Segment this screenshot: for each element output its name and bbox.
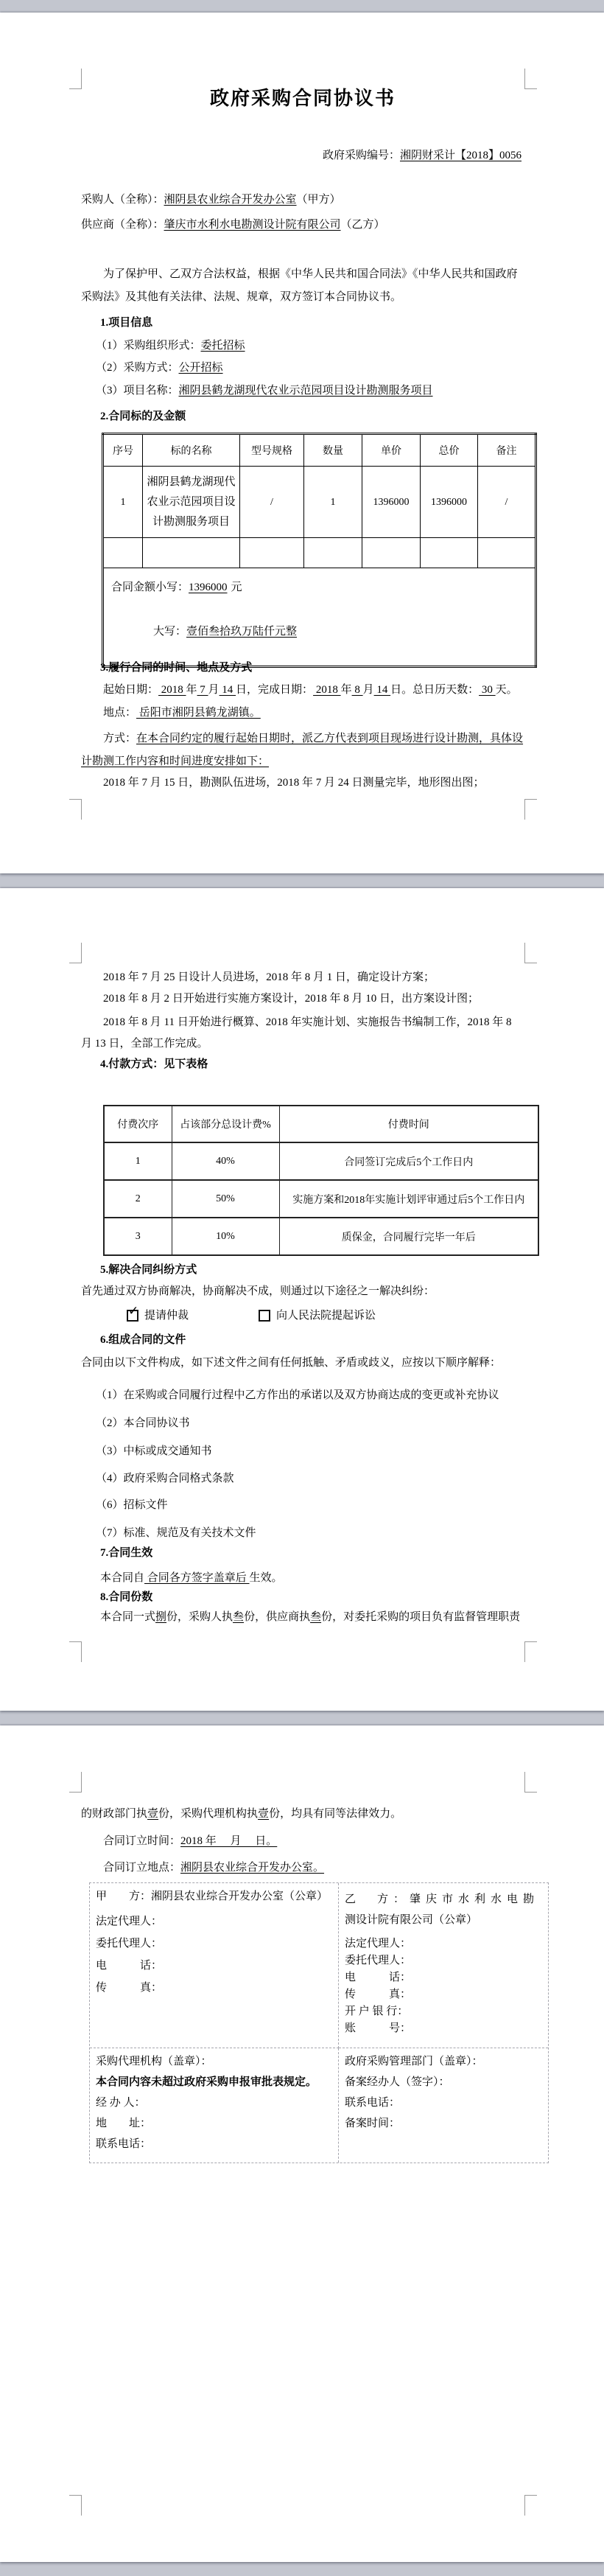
document-title: 政府采购合同协议书: [209, 88, 396, 109]
margin-mark-bottom-left: [69, 1641, 82, 1662]
payment-table: [103, 1105, 539, 1256]
preamble-paragraph: 为了保护甲、乙双方合法权益，根据《中华人民共和国合同法》《中华人民共和国政府采购法》及其他有关法律、法规、规章，双方签订本合同协议书。: [81, 268, 518, 303]
col-header: 单价: [362, 434, 421, 467]
copies-line: [81, 1609, 524, 1625]
cell-order: 1: [104, 1142, 172, 1180]
doc-item-7: （7）标准、规范及有关技术文件: [96, 1527, 256, 1539]
heading-performance: 3.履行合同的时间、地点及方式: [100, 662, 253, 674]
signature-table: [89, 1882, 549, 2163]
schedule-line-2: 2018 年 7 月 25 日设计人员进场，2018 年 8 月 1 日，确定设计方案；: [103, 971, 435, 983]
option-arbitration: [127, 1304, 189, 1324]
payment-row: [104, 1180, 538, 1218]
filled-value: 叁: [310, 1611, 322, 1623]
party-a-fax: 传 真：: [96, 1982, 163, 1994]
party-a-phone: 电 话：: [96, 1960, 163, 1972]
margin-mark-bottom-right: [524, 799, 537, 820]
gov-record-time: 备案时间：: [345, 2118, 401, 2129]
item-label: （3）项目名称：: [96, 385, 179, 397]
location-line: [81, 705, 524, 721]
dispute-options-row: [81, 1304, 524, 1324]
text-run: 份，供应商执: [244, 1611, 311, 1623]
doc-item-3: （3）中标或成交通知书: [96, 1445, 212, 1457]
goods-table-empty-row: [103, 538, 536, 568]
party-b-title-line-2: 测设计院有限公司（公章）: [345, 1914, 478, 1926]
margin-mark-bottom-left: [69, 2495, 82, 2516]
text-run: 地点：: [103, 707, 137, 719]
party-b-bank: 开 户 银 行：: [345, 2006, 409, 2017]
doc-item-2: （2）本合同协议书: [96, 1417, 190, 1429]
margin-mark-top-right: [524, 943, 537, 963]
supplier-value: 肇庆市水利水电勘测设计院有限公司: [164, 219, 341, 231]
agency-address: 地 址：: [96, 2118, 152, 2129]
sign-place-line: [81, 1860, 524, 1876]
amount-big-value: 壹佰叁拾玖万陆仟元整: [186, 626, 298, 638]
payment-table-header-row: [104, 1106, 538, 1142]
schedule-line-3: 2018 年 8 月 2 日开始进行实施方案设计，2018 年 8 月 10 日，出方案设计图；: [103, 993, 480, 1005]
text-run: 合同订立地点：: [103, 1862, 181, 1874]
heading-documents: 6.组成合同的文件: [100, 1334, 186, 1346]
filled-value: 岳阳市湘阴县鹤龙湖镇。: [136, 707, 261, 719]
text-run: 的财政部门执: [81, 1808, 148, 1820]
text-run: 方式：: [103, 733, 137, 744]
party-b-cell: [339, 1883, 548, 2048]
amount-cell: [103, 568, 536, 667]
col-header: 占该部分总设计费%: [172, 1106, 279, 1142]
text-run: 本合同一式: [100, 1611, 156, 1623]
dispute-intro: 首先通过双方协商解决，协商解决不成，则通过以下途径之一解决纠纷：: [81, 1285, 435, 1297]
sign-time-line: [81, 1833, 524, 1849]
cell-spec: /: [240, 467, 304, 538]
purchaser-value: 湘阴县农业综合开发办公室: [164, 194, 297, 206]
cell-percent: 40%: [172, 1142, 279, 1180]
col-header: 标的名称: [143, 434, 240, 467]
gov-title: 政府采购管理部门（盖章）：: [345, 2056, 483, 2067]
text-run: 年: [340, 684, 352, 696]
government-cell: [339, 2048, 548, 2163]
party-b-account: 账 号：: [345, 2022, 412, 2034]
cell-remark: /: [478, 467, 536, 538]
amount-small-unit: 元: [231, 582, 242, 593]
filled-value: 2018 年 月 日。: [180, 1835, 278, 1847]
checkbox-unchecked-icon: [259, 1310, 270, 1322]
gov-record-handler: 备案经办人（签字）：: [345, 2076, 450, 2088]
supplier-tail: （乙方）: [340, 219, 385, 231]
amount-big-label: 大写：: [153, 626, 187, 638]
text-run: 起始日期：: [103, 684, 159, 696]
cell-time: 实施方案和2018年实施计划评审通过后5个工作日内: [279, 1180, 538, 1218]
text-run: 日。总日历天数：: [390, 684, 480, 696]
filled-value: 湘阴县农业综合开发办公室。: [180, 1862, 325, 1874]
text-run: 月: [208, 684, 220, 696]
page-1-content: [81, 13, 524, 873]
cell-order: 2: [104, 1180, 172, 1218]
col-header: 付费次序: [104, 1106, 172, 1142]
amount-small-label: 合同金额小写：: [111, 582, 189, 593]
agency-handler: 经 办 人：: [96, 2097, 146, 2109]
agency-note: 本合同内容未超过政府采购申报审批表规定。: [96, 2076, 317, 2088]
page-2: [0, 888, 604, 1711]
cell-order: 3: [104, 1218, 172, 1255]
margin-mark-top-right: [524, 1772, 537, 1793]
cell-time: 质保金，合同履行完毕一年后: [279, 1218, 538, 1255]
purchaser-label: 采购人（全称）：: [81, 194, 164, 206]
cell-name: 湘阴县鹤龙湖现代农业示范园项目设计勘测服务项目: [143, 467, 240, 538]
agency-phone: 联系电话：: [96, 2138, 152, 2150]
supplier-label: 供应商（全称）：: [81, 219, 164, 231]
filled-value: 壹: [258, 1808, 270, 1820]
contract-number-value: 湘阴财采计【2018】0056: [399, 150, 522, 161]
payment-row: [104, 1142, 538, 1180]
col-header: 总价: [421, 434, 478, 467]
option-arbitration-label: 提请仲裁: [144, 1310, 189, 1322]
doc-item-6: （6）招标文件: [96, 1499, 168, 1511]
supplier-line: [81, 217, 524, 233]
party-a-title: 甲 方：湘阴县农业综合开发办公室（公章）: [96, 1891, 329, 1902]
margin-mark-bottom-right: [524, 1641, 537, 1662]
margin-mark-bottom-right: [524, 2495, 537, 2516]
party-b-fax: 传 真：: [345, 1989, 412, 2000]
filled-value: 2018: [158, 684, 186, 696]
filled-value: 捌: [155, 1611, 167, 1623]
item-label: （2）采购方式：: [96, 362, 179, 374]
copies-continuation-line: [81, 1806, 524, 1822]
gov-phone: 联系电话：: [345, 2097, 401, 2109]
purchaser-tail: （甲方）: [296, 194, 341, 206]
text-run: 天。: [495, 684, 518, 696]
filled-value: 在本合同约定的履行起始日期时，派乙方代表到项目现场进行设计勘测，具体设计勘测工作内容和时间进度安排如下：: [81, 733, 524, 767]
party-b-legal-agent: 法定代理人：: [345, 1938, 412, 1950]
filled-value: 壹: [147, 1808, 159, 1820]
item-value: 委托招标: [200, 340, 245, 352]
party-a-entrusted-agent: 委托代理人：: [96, 1938, 163, 1950]
filled-value: 14: [373, 684, 391, 696]
page-2-content: [81, 888, 524, 1711]
page-3-content: [81, 1725, 540, 2562]
filled-value: 7: [197, 684, 208, 696]
purchaser-line: [81, 192, 524, 208]
heading-effective: 7.合同生效: [100, 1547, 153, 1559]
filled-value: 8: [351, 684, 363, 696]
page-3: [0, 1725, 604, 2562]
goods-table-amount-row: [103, 568, 536, 667]
goods-table: [102, 433, 537, 668]
heading-subject-amount: 2.合同标的及金额: [100, 411, 186, 422]
payment-row: [104, 1218, 538, 1255]
goods-table-row: [103, 467, 536, 538]
agency-cell: [90, 2048, 339, 2163]
doc-item-1: （1）在采购或合同履行过程中乙方作出的承诺以及双方协商达成的变更或补充协议: [96, 1389, 499, 1401]
project-item-organization: [81, 338, 524, 354]
filled-value: 叁: [233, 1611, 245, 1623]
doc-item-4: （4）政府采购合同格式条款: [96, 1473, 234, 1484]
margin-mark-bottom-left: [69, 799, 82, 820]
item-value: 湘阴县鹤龙湖现代农业示范园项目设计勘测服务项目: [178, 385, 433, 397]
col-header: 序号: [103, 434, 143, 467]
party-b-entrusted-agent: 委托代理人：: [345, 1955, 412, 1966]
project-item-name: [81, 383, 524, 399]
heading-dispute: 5.解决合同纠纷方式: [100, 1264, 197, 1276]
text-run: 份，采购代理机构执: [158, 1808, 259, 1820]
party-a-legal-agent: 法定代理人：: [96, 1916, 163, 1927]
text-run: 月: [362, 684, 374, 696]
margin-mark-top-left: [69, 1772, 82, 1793]
text-run: 合同订立时间：: [103, 1835, 181, 1847]
text-run: 日，完成日期：: [236, 684, 314, 696]
method-paragraph: [81, 727, 524, 773]
item-label: （1）采购组织形式：: [96, 340, 201, 352]
cell-qty: 1: [304, 467, 362, 538]
documents-intro: 合同由以下文件构成，如下述文件之间有任何抵触、矛盾或歧义，应按以下顺序解释：: [81, 1357, 502, 1369]
heading-payment: 4.付款方式：见下表格: [100, 1058, 208, 1070]
text-run: 本合同自: [100, 1572, 145, 1584]
effective-line: [81, 1570, 524, 1586]
schedule-line-1: 2018 年 7 月 15 日，勘测队伍进场，2018 年 7 月 24 日测量完毕，地形图出图；: [103, 777, 485, 789]
margin-mark-top-right: [524, 69, 537, 89]
heading-project-info: 1.项目信息: [100, 317, 153, 329]
text-run: 份，均具有同等法律效力。: [269, 1808, 402, 1820]
col-header: 付费时间: [279, 1106, 538, 1142]
text-run: 年: [186, 684, 197, 696]
cell-time: 合同签订完成后5个工作日内: [279, 1142, 538, 1180]
col-header: 备注: [478, 434, 536, 467]
check-mark-icon: ✓: [128, 1304, 139, 1319]
text-run: 份，对委托采购的项目负有监督管理职责: [321, 1611, 521, 1623]
filled-value: 14: [219, 684, 236, 696]
amount-small-value: 1396000: [189, 582, 228, 593]
item-value: 公开招标: [178, 362, 223, 374]
option-court: [259, 1308, 376, 1324]
cell-percent: 10%: [172, 1218, 279, 1255]
heading-copies: 8.合同份数: [100, 1591, 153, 1603]
schedule-line-4: 2018 年 8 月 11 日开始进行概算、2018 年实施计划、实施报告书编制工作，2018 年 8 月 13 日，全部工作完成。: [81, 1016, 512, 1050]
cell-unit-price: 1396000: [362, 467, 421, 538]
cell-percent: 50%: [172, 1180, 279, 1218]
filled-value: 2018: [313, 684, 341, 696]
start-date-line: [81, 682, 524, 698]
filled-value: 30: [479, 684, 496, 696]
agency-title: 采购代理机构（盖章）：: [96, 2056, 212, 2067]
text-run: 生效。: [249, 1572, 283, 1584]
empty-cell: [103, 538, 143, 568]
col-header: 型号规格: [240, 434, 304, 467]
contract-number-label: 政府采购编号：: [322, 150, 400, 161]
col-header: 数量: [304, 434, 362, 467]
page-1: [0, 13, 604, 873]
cell-total-price: 1396000: [421, 467, 478, 538]
cell-seq: 1: [103, 467, 143, 538]
contract-number-line: [81, 147, 524, 164]
amount-big-line: [111, 624, 527, 639]
checkbox-checked-icon: [127, 1304, 139, 1322]
text-run: 份，采购人执: [166, 1611, 233, 1623]
party-a-cell: [90, 1883, 339, 2048]
amount-small-line: [111, 580, 527, 595]
filled-value: 合同各方签字盖章后: [144, 1572, 250, 1584]
party-b-phone: 电 话：: [345, 1972, 412, 1983]
project-item-method: [81, 360, 524, 376]
party-b-title-line-1: 乙 方：肇庆市水利水电勘: [345, 1893, 540, 1905]
option-court-label: 向人民法院提起诉讼: [276, 1310, 376, 1322]
goods-table-header-row: [103, 434, 536, 467]
margin-mark-top-left: [69, 69, 82, 89]
margin-mark-top-left: [69, 943, 82, 963]
